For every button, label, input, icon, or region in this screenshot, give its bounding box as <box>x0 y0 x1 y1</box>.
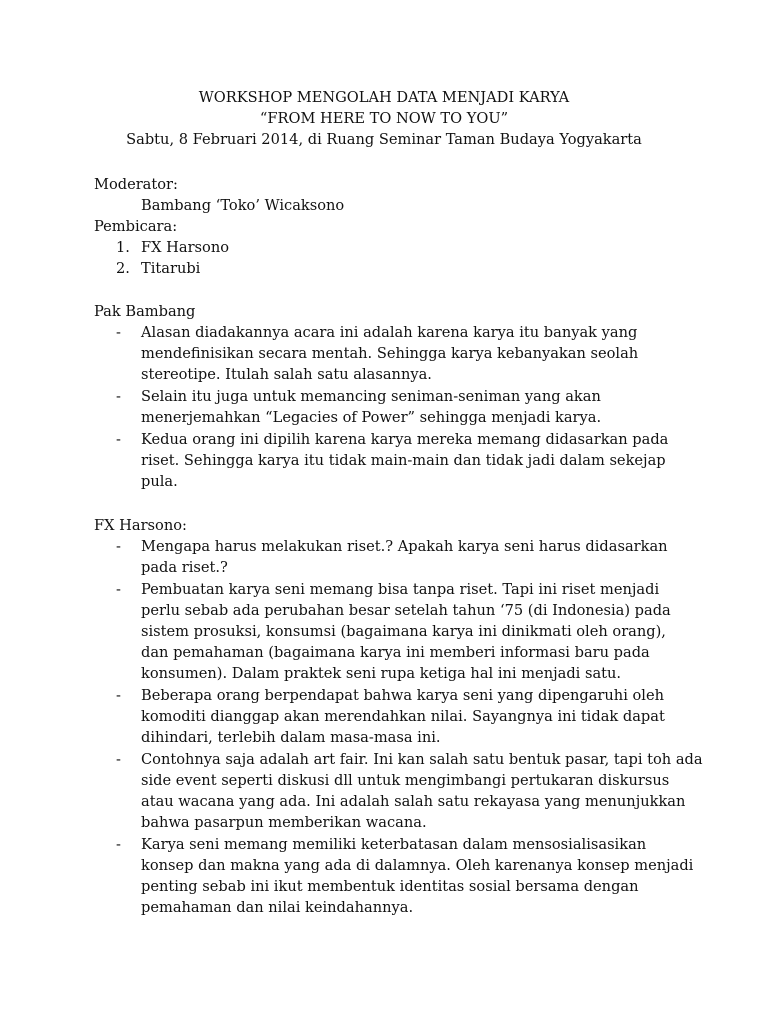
bullet-text-line: mendefinisikan secara mentah. Sehingga karya kebanyakan seolah <box>141 345 639 362</box>
bullet-text-line: perlu sebab ada perubahan besar setelah tahun ‘75 (di Indonesia) pada <box>141 602 671 619</box>
bullet-dash: - <box>116 581 121 598</box>
bullet-text-line: komoditi dianggap akan merendahkan nilai. Sayangnya ini tidak dapat <box>141 708 665 725</box>
bullet-text-line: Selain itu juga untuk memancing seniman-seniman yang akan <box>141 388 601 405</box>
bullet-text-line: Alasan diadakannya acara ini adalah karena karya itu banyak yang <box>141 324 638 341</box>
document-title: WORKSHOP MENGOLAH DATA MENJADI KARYA <box>198 89 570 106</box>
bullet-dash: - <box>116 836 121 853</box>
bullet-dash: - <box>116 431 121 448</box>
bullet-text-line: sistem prosuksi, konsumsi (bagaimana karya ini dinikmati oleh orang), <box>141 623 666 640</box>
bullet-text-line: pemahaman dan nilai keindahannya. <box>141 899 414 916</box>
bullet-text-line: Mengapa harus melakukan riset.? Apakah karya seni harus didasarkan <box>141 538 668 555</box>
bullet-text-line: Karya seni memang memiliki keterbatasan dalam mensosialisasikan <box>141 836 647 853</box>
bullet-text-line: bahwa pasarpun memberikan wacana. <box>141 814 427 831</box>
speaker-name: FX Harsono <box>141 239 230 256</box>
bullet-text-line: riset. Sehingga karya itu tidak main-main dan tidak jadi dalam sekejap <box>141 452 666 469</box>
speakers-label: Pembicara: <box>94 218 178 235</box>
bullet-text-line: pula. <box>141 473 178 490</box>
bullet-text-line: pada riset.? <box>141 559 228 576</box>
moderator-label: Moderator: <box>94 176 178 193</box>
bullet-text-line: stereotipe. Itulah salah satu alasannya. <box>141 366 432 383</box>
bullet-text-line: dan pemahaman (bagaimana karya ini memberi informasi baru pada <box>141 644 650 661</box>
bullet-dash: - <box>116 388 121 405</box>
section-heading-harsono: FX Harsono: <box>94 517 187 534</box>
bullet-text-line: dihindari, terlebih dalam masa-masa ini. <box>141 729 441 746</box>
speaker-number: 1. <box>116 239 130 256</box>
speaker-name: Titarubi <box>141 260 201 277</box>
bullet-text-line: konsumen). Dalam praktek seni rupa ketiga hal ini menjadi satu. <box>141 665 622 682</box>
bullet-text-line: atau wacana yang ada. Ini adalah salah satu rekayasa yang menunjukkan <box>141 793 686 810</box>
bullet-text-line: penting sebab ini ikut membentuk identitas sosial bersama dengan <box>141 878 639 895</box>
bullet-text-line: Kedua orang ini dipilih karena karya mereka memang didasarkan pada <box>141 431 669 448</box>
bullet-dash: - <box>116 687 121 704</box>
bullet-dash: - <box>116 538 121 555</box>
speaker-number: 2. <box>116 260 130 277</box>
bullet-text-line: Contohnya saja adalah art fair. Ini kan salah satu bentuk pasar, tapi toh ada <box>141 751 703 768</box>
bullet-text-line: konsep dan makna yang ada di dalamnya. Oleh karenanya konsep menjadi <box>141 857 694 874</box>
bullet-text-line: Pembuatan karya seni memang bisa tanpa riset. Tapi ini riset menjadi <box>141 581 660 598</box>
document-subtitle: “FROM HERE TO NOW TO YOU” <box>259 110 509 127</box>
document-date-place: Sabtu, 8 Februari 2014, di Ruang Seminar Taman Budaya Yogyakarta <box>126 131 642 148</box>
moderator-name: Bambang ‘Toko’ Wicaksono <box>141 197 345 214</box>
section-heading-bambang: Pak Bambang <box>94 303 196 320</box>
bullet-text-line: Beberapa orang berpendapat bahwa karya seni yang dipengaruhi oleh <box>141 687 664 704</box>
bullet-text-line: side event seperti diskusi dll untuk mengimbangi pertukaran diskursus <box>141 772 670 789</box>
bullet-dash: - <box>116 751 121 768</box>
bullet-text-line: menerjemahkan “Legacies of Power” sehingga menjadi karya. <box>141 409 602 426</box>
bullet-dash: - <box>116 324 121 341</box>
